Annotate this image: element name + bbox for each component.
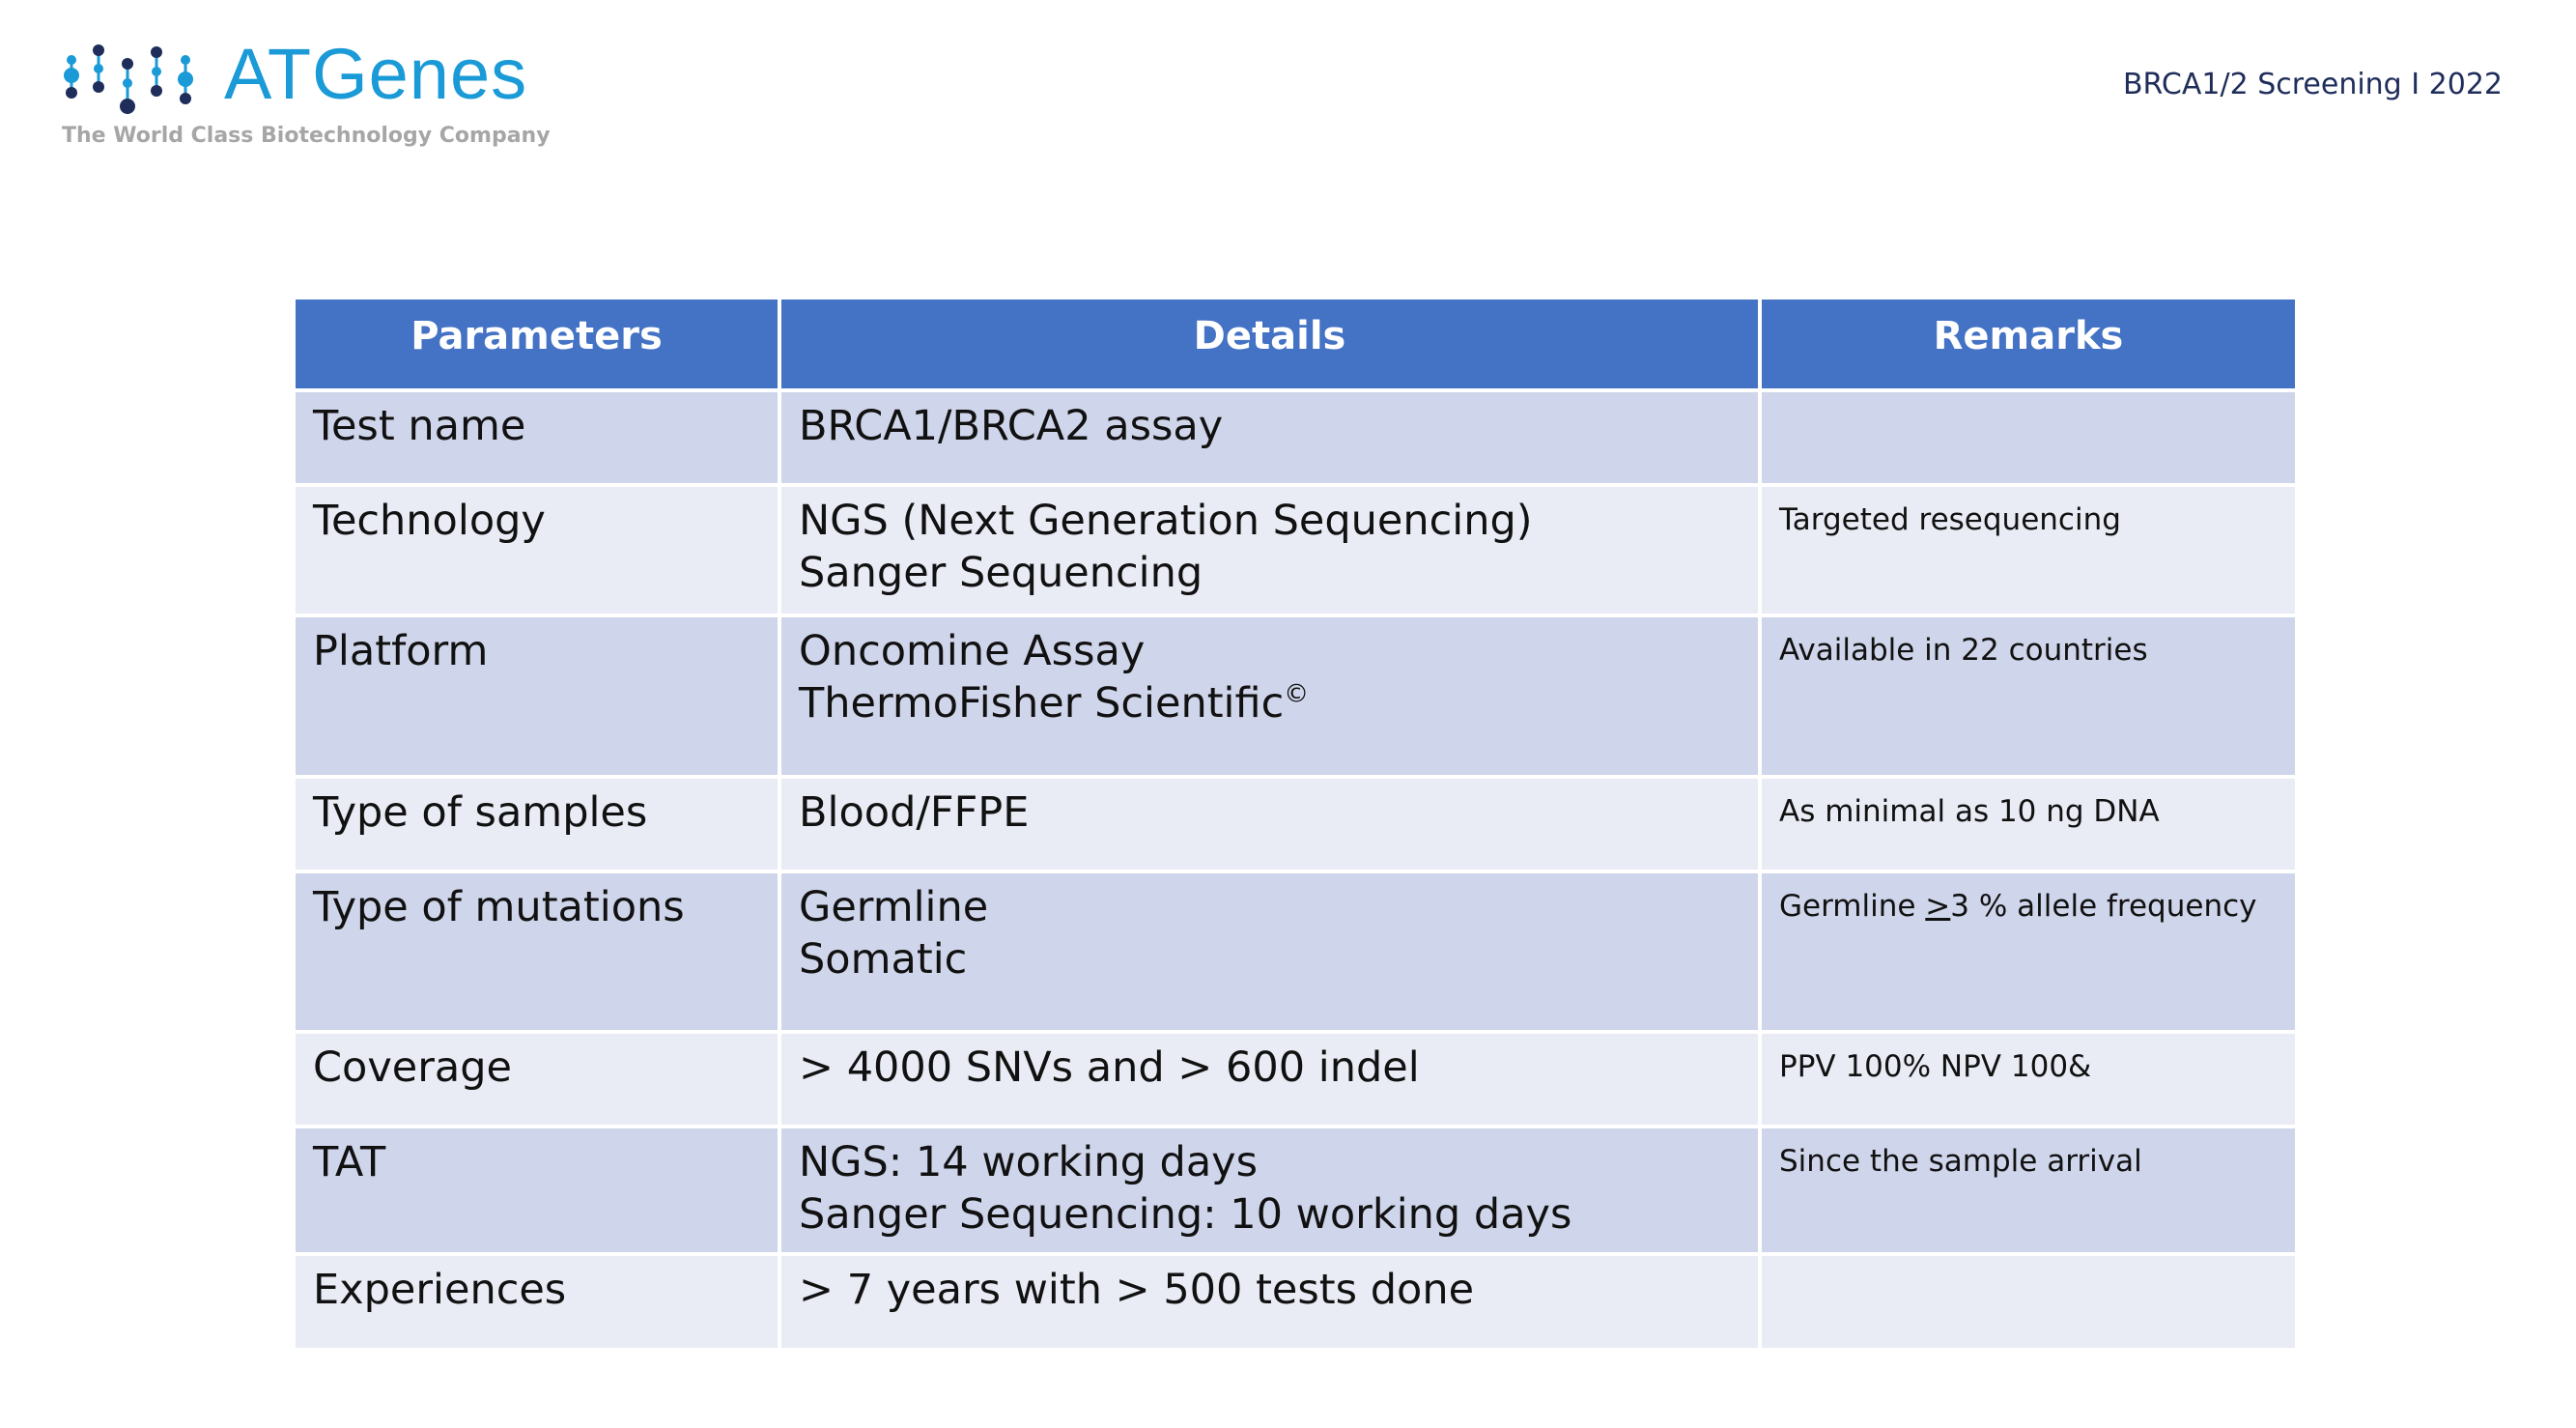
column-header-details: Details <box>778 300 1758 388</box>
table-row <box>296 775 2295 870</box>
details-cell <box>778 1034 1758 1125</box>
greater-equal-symbol: > <box>1925 889 1951 924</box>
details-line: Blood/FFPE <box>799 788 1030 837</box>
details-line: Sanger Sequencing <box>799 549 1203 597</box>
parameters-table <box>296 300 2295 1348</box>
details-cell <box>778 617 1758 775</box>
details-text: ThermoFisher Scientific <box>799 679 1285 728</box>
column-header-remarks: Remarks <box>1758 300 2295 388</box>
brand-name: ATGenes <box>224 34 528 114</box>
parameter-cell: Test name <box>296 392 778 483</box>
table-row <box>296 1030 2295 1125</box>
table-row <box>296 1125 2295 1252</box>
table-row <box>296 870 2295 1030</box>
brand-tagline: The World Class Biotechnology Company <box>62 124 551 148</box>
details-line: Sanger Sequencing: 10 working days <box>799 1190 1572 1239</box>
parameter-cell: Platform <box>296 617 778 775</box>
details-line: > 7 years with > 500 tests done <box>799 1266 1475 1314</box>
details-cell <box>778 487 1758 614</box>
details-line: Somatic <box>799 935 968 984</box>
parameter-cell: Technology <box>296 487 778 614</box>
table-row <box>296 388 2295 483</box>
details-line: NGS: 14 working days <box>799 1138 1259 1186</box>
remarks-cell <box>1758 873 2295 1030</box>
parameter-cell: Type of mutations <box>296 873 778 1030</box>
copyright-mark: © <box>1284 679 1310 709</box>
remarks-cell: Targeted resequencing <box>1758 487 2295 614</box>
details-cell <box>778 779 1758 870</box>
table-row <box>296 1252 2295 1348</box>
remarks-cell <box>1758 392 2295 483</box>
details-line: BRCA1/BRCA2 assay <box>799 402 1224 450</box>
column-header-parameters: Parameters <box>296 300 778 388</box>
details-cell <box>778 1256 1758 1348</box>
parameter-cell: TAT <box>296 1128 778 1252</box>
brand-logo <box>60 34 601 164</box>
remarks-cell: Since the sample arrival <box>1758 1128 2295 1252</box>
table-row <box>296 483 2295 614</box>
details-cell <box>778 873 1758 1030</box>
parameter-cell: Experiences <box>296 1256 778 1348</box>
remarks-cell: Available in 22 countries <box>1758 617 2295 775</box>
details-cell <box>778 1128 1758 1252</box>
document-label: BRCA1/2 Screening I 2022 <box>2122 68 2503 101</box>
details-line: Oncomine Assay <box>799 627 1146 675</box>
table-header-row <box>296 300 2295 388</box>
remarks-cell <box>1758 1256 2295 1348</box>
details-line: > 4000 SNVs and > 600 indel <box>799 1043 1420 1092</box>
details-cell <box>778 392 1758 483</box>
remarks-cell: PPV 100% NPV 100& <box>1758 1034 2295 1125</box>
details-line <box>799 677 1741 729</box>
details-line: Germline <box>799 883 989 931</box>
remarks-cell: As minimal as 10 ng DNA <box>1758 779 2295 870</box>
table-row <box>296 614 2295 775</box>
remark-text: 3 % allele frequency <box>1950 889 2257 924</box>
dna-logo-icon <box>60 43 212 120</box>
remark-text: Germline <box>1779 889 1926 924</box>
parameter-cell: Coverage <box>296 1034 778 1125</box>
details-line: NGS (Next Generation Sequencing) <box>799 497 1533 545</box>
parameter-cell: Type of samples <box>296 779 778 870</box>
